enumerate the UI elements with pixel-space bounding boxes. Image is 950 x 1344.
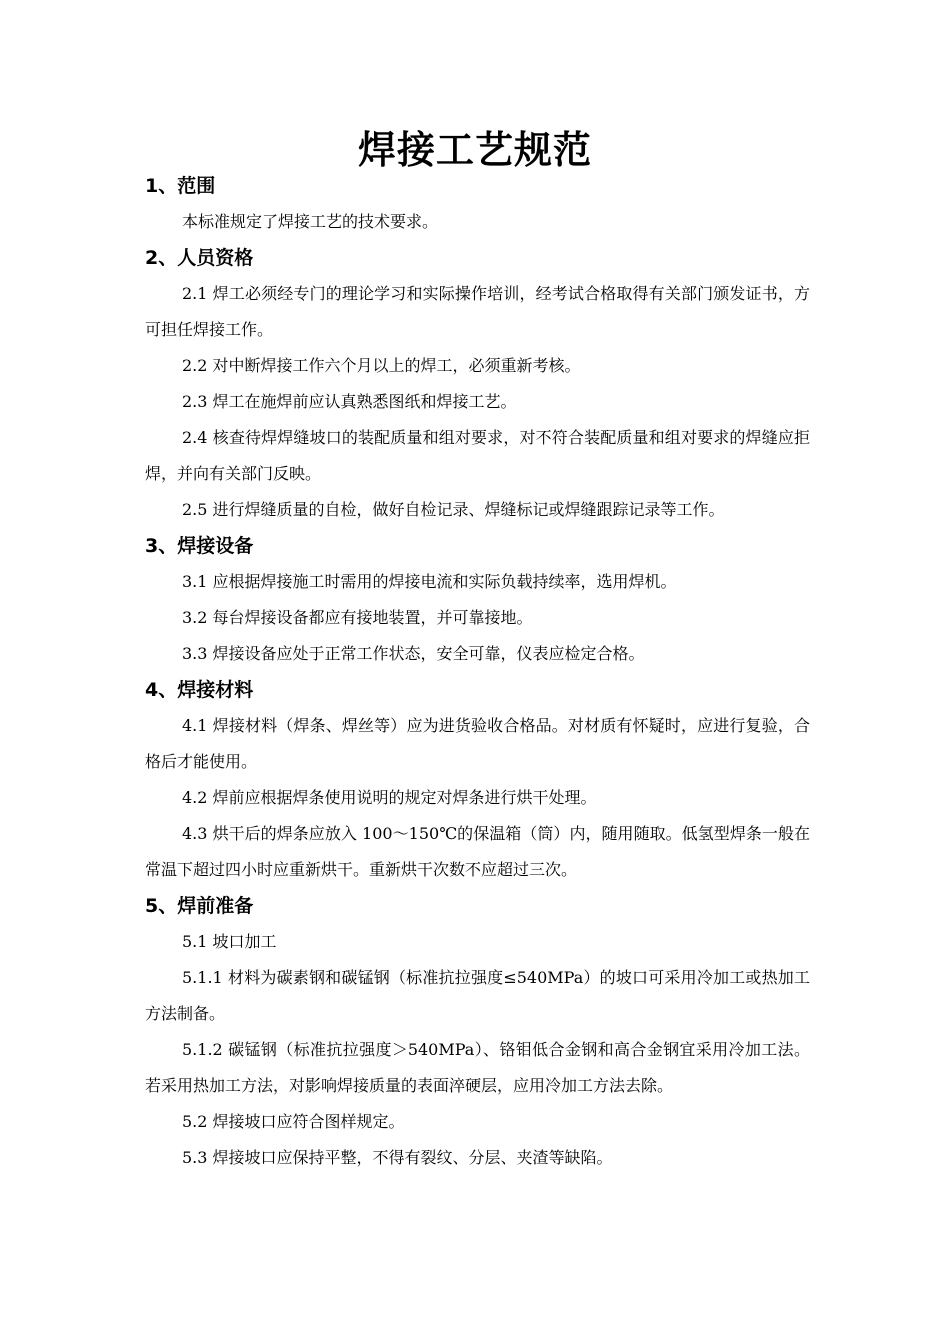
section-pre-weld-preparation [145,888,810,1176]
paragraph: 2.4 核查待焊焊缝坡口的装配质量和组对要求，对不符合装配质量和组对要求的焊缝应拒焊，并向有关部门反映。 [145,428,810,483]
document-body [145,168,810,1176]
paragraph: 3.2 每台焊接设备都应有接地装置，并可靠接地。 [182,608,533,627]
section-heading: 5、焊前准备 [145,895,254,917]
paragraph: 2.3 焊工在施焊前应认真熟悉图纸和焊接工艺。 [182,392,517,411]
section-heading: 3、焊接设备 [145,535,254,557]
section-heading: 2、人员资格 [145,247,254,269]
paragraph: 5.1 坡口加工 [182,932,277,951]
section-heading: 4、焊接材料 [145,679,254,701]
document-title: 焊接工艺规范 [357,128,592,172]
paragraph: 5.1.1 材料为碳素钢和碳锰钢（标准抗拉强度≤540MPa）的坡口可采用冷加工或热加工方法制备。 [145,968,810,1023]
section-scope [145,168,810,240]
paragraph: 4.1 焊接材料（焊条、焊丝等）应为进货验收合格品。对材质有怀疑时，应进行复验，合格后才能使用。 [145,716,810,771]
paragraph: 3.1 应根据焊接施工时需用的焊接电流和实际负载持续率，选用焊机。 [182,572,677,591]
paragraph: 5.1.2 碳锰钢（标准抗拉强度＞540MPa）、铬钼低合金钢和高合金钢宜采用冷加工法。若采用热加工方法，对影响焊接质量的表面淬硬层，应用冷加工方法去除。 [145,1040,810,1095]
paragraph: 2.1 焊工必须经专门的理论学习和实际操作培训，经考试合格取得有关部门颁发证书，方可担任焊接工作。 [145,284,810,339]
paragraph: 2.2 对中断焊接工作六个月以上的焊工，必须重新考核。 [182,356,581,375]
paragraph: 4.3 烘干后的焊条应放入 100～150℃的保温箱（筒）内，随用随取。低氢型焊条一般在常温下超过四小时应重新烘干。重新烘干次数不应超过三次。 [145,824,810,879]
section-personnel-qualification [145,240,810,528]
section-welding-equipment [145,528,810,672]
paragraph: 2.5 进行焊缝质量的自检，做好自检记录、焊缝标记或焊缝跟踪记录等工作。 [182,500,725,519]
paragraph: 5.3 焊接坡口应保持平整，不得有裂纹、分层、夹渣等缺陷。 [182,1148,613,1167]
paragraph: 5.2 焊接坡口应符合图样规定。 [182,1112,405,1131]
paragraph: 4.2 焊前应根据焊条使用说明的规定对焊条进行烘干处理。 [182,788,597,807]
section-heading: 1、范围 [145,175,216,197]
paragraph: 本标准规定了焊接工艺的技术要求。 [182,212,439,231]
section-welding-materials [145,672,810,888]
paragraph: 3.3 焊接设备应处于正常工作状态，安全可靠，仪表应检定合格。 [182,644,645,663]
